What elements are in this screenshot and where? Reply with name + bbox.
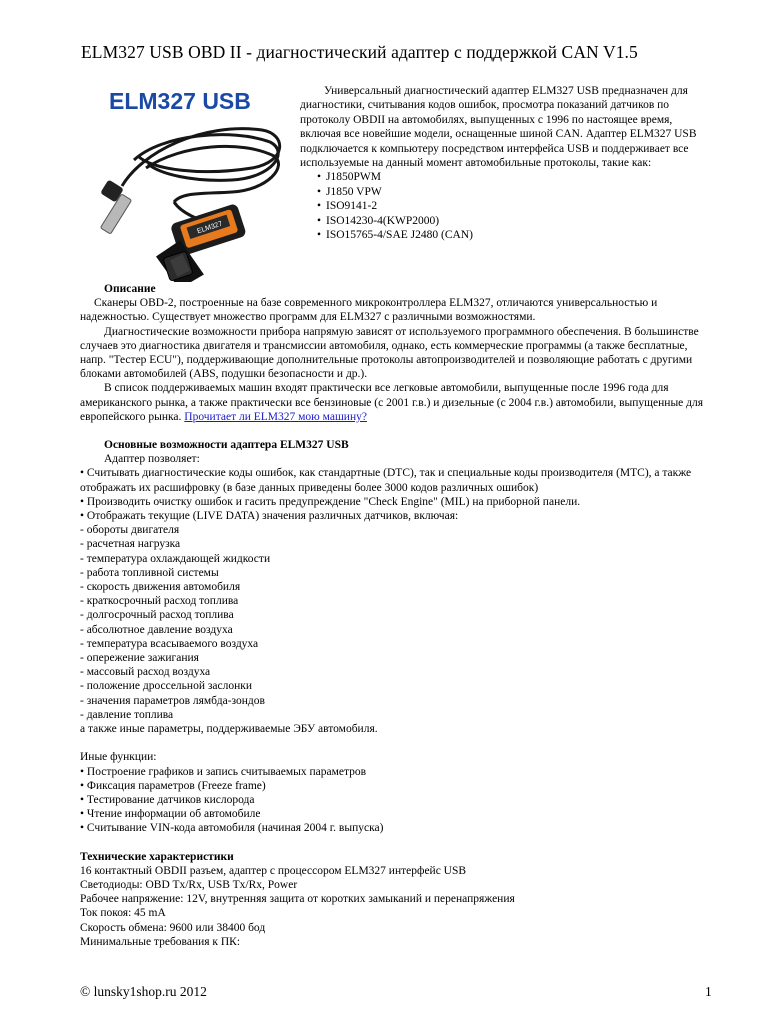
protocol-item: • ISO9141-2 — [317, 200, 378, 213]
live-data-item: - температура всасываемого воздуха — [80, 637, 259, 650]
spec-line: Ток покоя: 45 mA — [80, 907, 166, 920]
live-data-item: - скорость движения автомобиля — [80, 581, 241, 594]
image-logo-text: ELM327 USB — [109, 88, 251, 114]
live-data-item: - долгосрочный расход топлива — [80, 609, 234, 622]
description-paragraph-3: В список поддерживаемых машин входят практически все легковые автомобили, выпущенные после 1996 года для американского рынка, а также практически все бензиновые (с 2001 г.в.) и дизельные (с 2004 г.в.) автомобили, выпущенные для европейского рынка. Прочитает ли ELM327 мою машину? — [80, 382, 704, 423]
description-heading: Описание — [104, 283, 156, 295]
protocol-list — [300, 170, 714, 242]
live-data-list — [80, 523, 710, 722]
other-function-item: • Считывание VIN-кода автомобиля (начиная 2004 г. выпуска) — [80, 822, 384, 835]
protocol-item: • ISO14230-4(KWP2000) — [317, 214, 440, 227]
feature-item: • Производить очистку ошибок и гасить предупреждение "Check Engine" (MIL) на приборной панели. — [80, 495, 581, 508]
spec-line: Светодиоды: OBD Tx/Rx, USB Tx/Rx, Power — [80, 878, 298, 891]
features-tail: а также иные параметры, поддерживаемые ЭБУ автомобиля. — [80, 723, 378, 736]
live-data-item: - обороты двигателя — [80, 524, 180, 537]
specs-list — [80, 864, 710, 949]
live-data-item: - работа топливной системы — [80, 566, 219, 579]
live-data-item: - расчетная нагрузка — [80, 538, 181, 551]
protocol-item: • ISO15765-4/SAE J2480 (CAN) — [317, 229, 473, 242]
intro-section — [300, 84, 714, 242]
live-data-item: - опережение зажигания — [80, 652, 199, 665]
other-functions-list — [80, 765, 710, 836]
spec-line: Минимальные требования к ПК: — [80, 935, 241, 948]
product-image — [82, 82, 294, 282]
description-paragraph-2: Диагностические возможности прибора напрямую зависят от используемого программного обеспечения. В большинстве случаев это диагностика двигателя и трансмиссии автомобиля, однако, есть коммерческие программы (а также бесплатные, напр. "Тестер ECU"), поддерживающие дополнительные протоколы автопроизводителей и позволяющие работать с другими блоками автомобилей (ABS, подушки безопасности и др.). — [80, 325, 699, 381]
feature-item: • Считывать диагностические коды ошибок, как стандартные (DTC), так и специальные коды производителя (MTC), а также отображать их расшифровку (в базе данных приведены более 3000 кодов различных ошибок) — [80, 467, 692, 494]
document-body — [80, 282, 710, 949]
features-list — [80, 466, 710, 523]
intro-paragraph: Универсальный диагностический адаптер ELM327 USB предназначен для диагностики, считывания кодов ошибок, просмотра показаний датчиков по протоколу OBDII на автомобилях, выпущенных с 1996 по настоящее время, включая все новейшие модели, оснащенные шиной CAN. Адаптер ELM327 USB подключается к компьютеру посредством интерфейса USB и поддерживает все используемые на данный момент автомобильные протоколы, такие как: — [300, 85, 697, 170]
other-functions-heading: Иные функции: — [80, 751, 157, 764]
live-data-item: - температура охлаждающей жидкости — [80, 552, 271, 565]
live-data-item: - краткосрочный расход топлива — [80, 595, 239, 608]
specs-heading: Технические характеристики — [80, 850, 234, 863]
other-function-item: • Фиксация параметров (Freeze frame) — [80, 779, 266, 792]
protocol-item: • J1850 VPW — [317, 185, 382, 198]
spec-line: 16 контактный OBDII разъем, адаптер с процессором ELM327 интерфейс USB — [80, 864, 467, 877]
live-data-item: - абсолютное давление воздуха — [80, 623, 233, 636]
other-function-item: • Построение графиков и запись считываемых параметров — [80, 765, 367, 778]
live-data-item: - положение дроссельной заслонки — [80, 680, 252, 693]
live-data-item: - значения параметров лямбда-зондов — [80, 694, 265, 707]
protocol-item: • J1850PWM — [317, 171, 381, 184]
page-number: 1 — [705, 984, 712, 999]
description-paragraph-1: Сканеры OBD-2, построенные на базе современного микроконтроллера ELM327, отличаются универсальностью и надежностью. Существует множество программ для ELM327 с различными возможностями. — [80, 297, 658, 324]
spec-line: Скорость обмена: 9600 или 38400 бод — [80, 921, 266, 934]
device-label: ELM327 — [196, 220, 224, 236]
other-function-item: • Тестирование датчиков кислорода — [80, 793, 255, 806]
live-data-item: - давление топлива — [80, 708, 174, 721]
live-data-item: - массовый расход воздуха — [80, 666, 211, 679]
footer-copyright: © lunsky1shop.ru 2012 — [80, 984, 207, 999]
document-title: ELM327 USB OBD II - диагностический адаптер с поддержкой CAN V1.5 — [81, 42, 638, 62]
features-intro: Адаптер позволяет: — [104, 453, 200, 466]
other-function-item: • Чтение информации об автомобиле — [80, 808, 261, 821]
spec-line: Рабочее напряжение: 12V, внутренняя защита от коротких замыканий и перенапряжения — [80, 893, 515, 906]
compatibility-link[interactable]: Прочитает ли ELM327 мою машину? — [184, 410, 367, 423]
feature-item: • Отображать текущие (LIVE DATA) значения различных датчиков, включая: — [80, 510, 459, 523]
features-heading: Основные возможности адаптера ELM327 USB — [104, 439, 349, 452]
